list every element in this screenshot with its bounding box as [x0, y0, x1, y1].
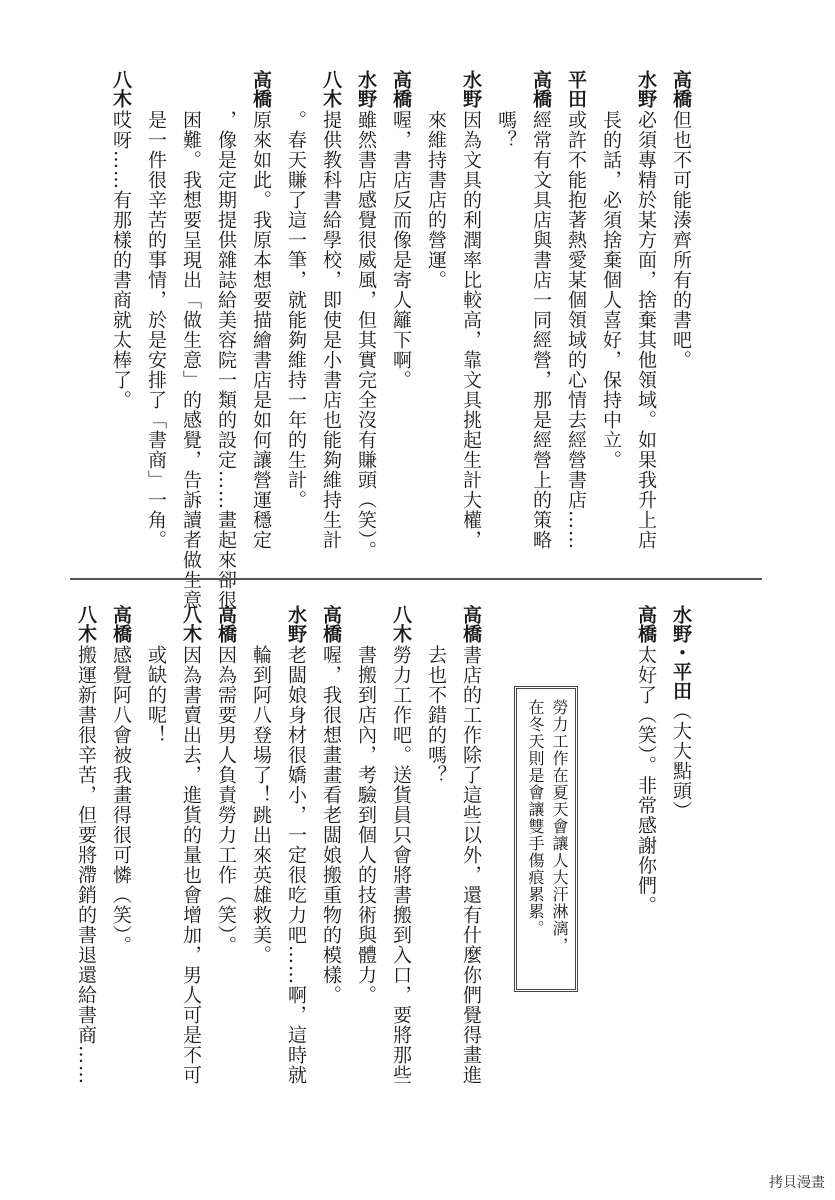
speaker-name: 水野 — [460, 70, 482, 108]
dialogue-column — [426, 605, 445, 1110]
speaker-name: 高橋 — [250, 70, 272, 108]
dialogue-column — [251, 605, 270, 1110]
dialogue-column — [601, 70, 620, 570]
dialogue-text: 太好了（笑）。非常感謝你們。 — [635, 645, 657, 916]
dialogue-column — [146, 70, 165, 570]
dialogue-column — [671, 70, 690, 570]
speaker-name: 水野・平田 — [670, 605, 692, 700]
dialogue-column — [496, 70, 515, 570]
dialogue-text: 因為需要男人負責勞力工作（笑）。 — [215, 645, 237, 956]
speaker-name: 八木 — [390, 605, 412, 643]
dialogue-column — [391, 70, 410, 570]
speaker-name: 水野 — [355, 70, 377, 108]
dialogue-text: 哎呀……有那樣的書商就太棒了。 — [110, 110, 132, 410]
dialogue-column — [180, 70, 202, 610]
dialogue-column — [391, 605, 410, 1110]
dialogue-text: 書店的工作除了這些以外，還有什麼你們覺得畫進 — [460, 645, 482, 1085]
speaker-name: 高橋 — [530, 70, 552, 108]
speaker-name: 高橋 — [110, 605, 132, 643]
dialogue-text: 老闆娘身材很嬌小，一定很吃力吧……啊，這時就 — [285, 645, 307, 1085]
dialogue-text: 來維持書店的營運。 — [425, 110, 447, 290]
speaker-name: 八木 — [180, 605, 202, 643]
speaker-name: 水野 — [285, 605, 307, 643]
dialogue-text: 原來如此。我原本想要描繪書店是如何讓營運穩定 — [250, 110, 272, 550]
speaker-name: 高橋 — [390, 70, 412, 108]
dialogue-column — [251, 70, 270, 570]
dialogue-text: 。春天賺了這一筆，就能夠維持一年的生計。 — [285, 110, 307, 510]
dialogue-column — [461, 70, 480, 570]
section-divider — [70, 578, 762, 580]
dialogue-text: 提供教科書給學校，即使是小書店也能夠維持生計 — [320, 110, 342, 550]
side-note-box — [514, 686, 578, 992]
dialogue-column — [531, 70, 550, 570]
dialogue-column — [566, 70, 585, 570]
bottom-dialogue-section — [70, 605, 770, 1110]
dialogue-text: 或缺的呢！ — [145, 645, 167, 745]
dialogue-text: 長的話，必須捨棄個人喜好，保持中立。 — [600, 110, 622, 470]
dialogue-column — [181, 605, 200, 1110]
side-note-line-1: 勞力工作在夏天會讓人大汗淋漓， — [550, 699, 569, 954]
dialogue-text: 喔，我很想畫畫看老闆娘搬重物的模樣。 — [320, 645, 342, 1005]
side-note-text — [523, 699, 571, 979]
speaker-name: 高橋 — [635, 605, 657, 643]
dialogue-column — [286, 605, 305, 1110]
dialogue-text: ，像是定期提供雜誌給美容院一類的設定……畫起來卻很 — [215, 110, 237, 610]
dialogue-text: 感覺阿八會被我畫得很可憐（笑）。 — [110, 645, 132, 956]
dialogue-text: 或許不能抱著熱愛某個領域的心情去經營書店…… — [565, 110, 587, 550]
speaker-name: 高橋 — [215, 605, 237, 643]
dialogue-text: 勞力工作吧。送貨員只會將書搬到入口，要將那些 — [390, 645, 412, 1085]
dialogue-column — [286, 70, 305, 570]
dialogue-text: 喔，書店反而像是寄人籬下啊。 — [390, 110, 412, 390]
dialogue-text: 書搬到店內，考驗到個人的技術與體力。 — [355, 645, 377, 1005]
top-dialogue-section — [70, 70, 770, 610]
dialogue-text: 雖然書店感覺很威風，但其實完全沒有賺頭（笑）。 — [355, 110, 377, 561]
dialogue-text: 經常有文具店與書店一同經營，那是經營上的策略 — [530, 110, 552, 550]
speaker-name: 八木 — [320, 70, 342, 108]
speaker-name: 高橋 — [460, 605, 482, 643]
dialogue-text: 因為書賣出去，進貨的量也會增加，男人可是不可 — [180, 645, 202, 1085]
dialogue-column — [426, 70, 445, 570]
dialogue-column — [636, 70, 655, 570]
side-note-line-2: 在冬天則是會讓雙手傷痕累累。 — [526, 699, 545, 937]
dialogue-column — [76, 605, 95, 1110]
speaker-name: 高橋 — [320, 605, 342, 643]
dialogue-column — [356, 70, 375, 570]
dialogue-text: （大大點頭） — [670, 701, 692, 821]
dialogue-text: 但也不可能湊齊所有的書吧。 — [670, 110, 692, 370]
dialogue-text: 搬運新書很辛苦，但要將滯銷的書退還給書商…… — [75, 645, 97, 1085]
dialogue-column — [321, 70, 340, 570]
dialogue-column — [671, 605, 690, 1110]
speaker-name: 水野 — [635, 70, 657, 108]
dialogue-column — [461, 605, 480, 1110]
dialogue-column — [146, 605, 165, 1110]
dialogue-text: 是一件很辛苦的事情，於是安排了「書商」一角。 — [145, 110, 167, 550]
dialogue-column — [216, 605, 235, 1110]
dialogue-text: 嗎？ — [495, 110, 517, 150]
dialogue-column — [111, 70, 130, 570]
speaker-name: 高橋 — [670, 70, 692, 108]
dialogue-text: 輪到阿八登場了！跳出來英雄救美。 — [250, 645, 272, 965]
dialogue-text: 必須專精於某方面，捨棄其他領域。如果我升上店 — [635, 110, 657, 550]
dialogue-column — [111, 605, 130, 1110]
dialogue-column — [321, 605, 340, 1110]
dialogue-column — [636, 605, 655, 1110]
dialogue-column — [215, 70, 237, 610]
dialogue-text: 去也不錯的嗎？ — [425, 645, 447, 785]
dialogue-text: 因為文具的利潤率比較高，靠文具挑起生計大權， — [460, 110, 482, 550]
speaker-name: 八木 — [110, 70, 132, 108]
watermark: 拷貝漫畫 — [769, 1175, 825, 1191]
speaker-name: 平田 — [565, 70, 587, 108]
speaker-name: 八木 — [75, 605, 97, 643]
dialogue-text: 困難。我想要呈現出「做生意」的感覺，告訴讀者做生意 — [180, 110, 202, 610]
dialogue-column — [356, 605, 375, 1110]
